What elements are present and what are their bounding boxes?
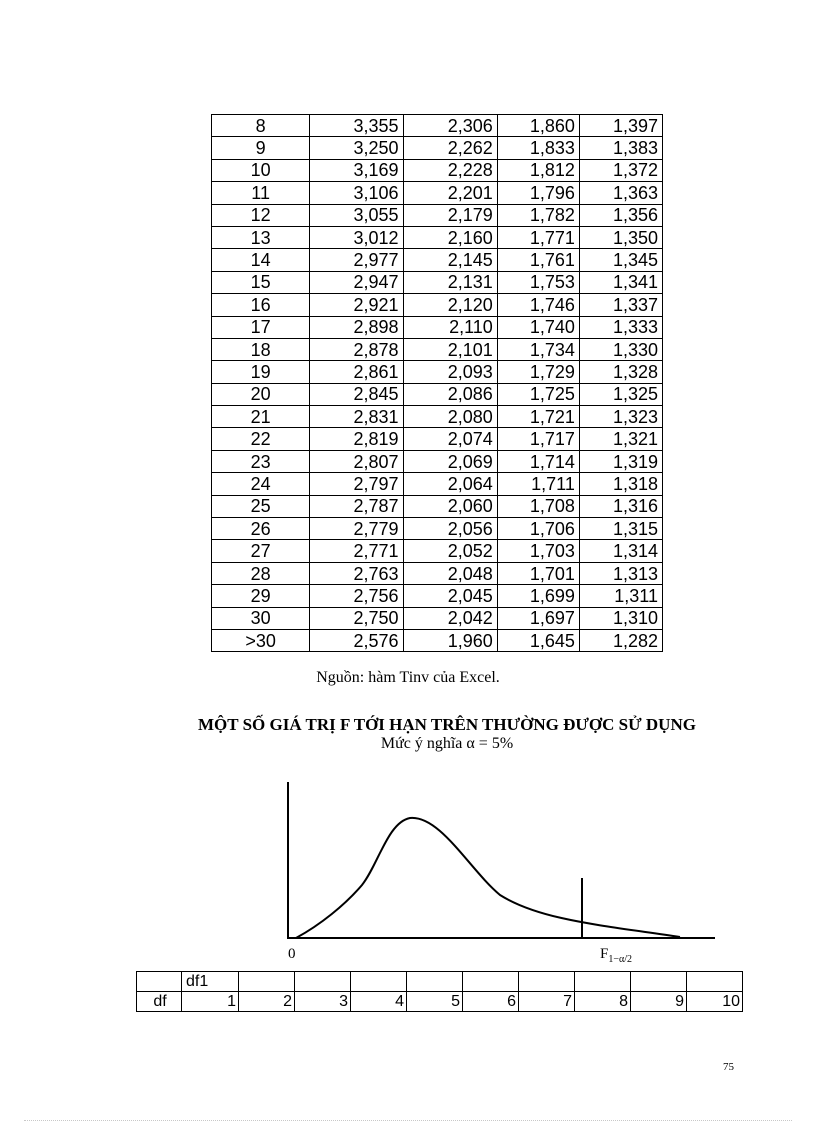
value-cell: 1,697: [497, 607, 579, 629]
df-cell: 21: [212, 406, 310, 428]
value-cell: 2,086: [403, 383, 497, 405]
value-cell: 1,363: [579, 182, 662, 204]
value-cell: 1,812: [497, 159, 579, 181]
df1-value: 3: [295, 992, 351, 1012]
value-cell: 1,356: [579, 204, 662, 226]
value-cell: 3,106: [310, 182, 403, 204]
value-cell: 2,831: [310, 406, 403, 428]
value-cell: 1,383: [579, 137, 662, 159]
value-cell: 2,145: [403, 249, 497, 271]
value-cell: 1,703: [497, 540, 579, 562]
value-cell: 1,782: [497, 204, 579, 226]
df1-value: 8: [575, 992, 631, 1012]
value-cell: 1,771: [497, 226, 579, 248]
value-cell: 2,797: [310, 473, 403, 495]
df-cell: 30: [212, 607, 310, 629]
value-cell: 2,787: [310, 495, 403, 517]
value-cell: 2,131: [403, 271, 497, 293]
value-cell: 2,056: [403, 518, 497, 540]
value-cell: 1,860: [497, 115, 579, 137]
value-cell: 1,282: [579, 629, 662, 651]
df1-value: 2: [239, 992, 295, 1012]
value-cell: 1,645: [497, 629, 579, 651]
df-cell: 27: [212, 540, 310, 562]
value-cell: 2,771: [310, 540, 403, 562]
value-cell: 2,101: [403, 338, 497, 360]
value-cell: 1,328: [579, 361, 662, 383]
value-cell: 1,699: [497, 585, 579, 607]
value-cell: 1,345: [579, 249, 662, 271]
df-cell: 19: [212, 361, 310, 383]
df-cell: 22: [212, 428, 310, 450]
critical-value-label: $F_{1-\alpha/2}$: [600, 946, 633, 965]
value-cell: 1,960: [403, 629, 497, 651]
value-cell: 2,045: [403, 585, 497, 607]
value-cell: 2,179: [403, 204, 497, 226]
df-cell: 9: [212, 137, 310, 159]
df-cell: 13: [212, 226, 310, 248]
value-cell: 1,740: [497, 316, 579, 338]
value-cell: 2,306: [403, 115, 497, 137]
df-cell: 16: [212, 294, 310, 316]
df-cell: 12: [212, 204, 310, 226]
value-cell: 1,734: [497, 338, 579, 360]
value-cell: 1,711: [497, 473, 579, 495]
value-cell: 3,355: [310, 115, 403, 137]
value-cell: 1,333: [579, 316, 662, 338]
value-cell: 2,160: [403, 226, 497, 248]
value-cell: 1,316: [579, 495, 662, 517]
value-cell: 2,201: [403, 182, 497, 204]
origin-label: 0: [288, 946, 296, 962]
df-cell: 11: [212, 182, 310, 204]
df-cell: 28: [212, 562, 310, 584]
f-table-header-row: [137, 972, 743, 992]
df-cell: 26: [212, 518, 310, 540]
df-cell: 24: [212, 473, 310, 495]
value-cell: 2,763: [310, 562, 403, 584]
df-cell: 17: [212, 316, 310, 338]
value-cell: 1,330: [579, 338, 662, 360]
page-number: 75: [723, 1061, 734, 1073]
value-cell: 1,318: [579, 473, 662, 495]
value-cell: 1,341: [579, 271, 662, 293]
df1-value: 4: [351, 992, 407, 1012]
value-cell: 3,012: [310, 226, 403, 248]
df1-value: 7: [519, 992, 575, 1012]
value-cell: 2,064: [403, 473, 497, 495]
value-cell: 2,262: [403, 137, 497, 159]
df-cell: 25: [212, 495, 310, 517]
value-cell: 2,093: [403, 361, 497, 383]
value-cell: 3,055: [310, 204, 403, 226]
value-cell: 3,250: [310, 137, 403, 159]
value-cell: 1,323: [579, 406, 662, 428]
value-cell: 2,042: [403, 607, 497, 629]
df-cell: 29: [212, 585, 310, 607]
df1-label: df1: [182, 972, 239, 992]
density-curve: [296, 818, 680, 938]
value-cell: 1,717: [497, 428, 579, 450]
value-cell: 1,746: [497, 294, 579, 316]
value-cell: 2,898: [310, 316, 403, 338]
value-cell: 2,819: [310, 428, 403, 450]
df1-value: 6: [463, 992, 519, 1012]
df-cell: 14: [212, 249, 310, 271]
value-cell: 1,310: [579, 607, 662, 629]
value-cell: 1,725: [497, 383, 579, 405]
df1-value: 5: [407, 992, 463, 1012]
value-cell: 2,807: [310, 450, 403, 472]
section-subtitle: Mức ý nghĩa α = 5%: [380, 735, 514, 752]
value-cell: 2,756: [310, 585, 403, 607]
value-cell: 1,729: [497, 361, 579, 383]
value-cell: 2,228: [403, 159, 497, 181]
value-cell: 1,314: [579, 540, 662, 562]
df-cell: >30: [212, 629, 310, 651]
df-cell: 18: [212, 338, 310, 360]
df-cell: 15: [212, 271, 310, 293]
f-table-df-row: [137, 992, 743, 1012]
section-title: MỘT SỐ GIÁ TRỊ F TỚI HẠN TRÊN THƯỜNG ĐƯỢC SỬ DỤNG: [198, 715, 696, 734]
value-cell: 1,311: [579, 585, 662, 607]
value-cell: 1,796: [497, 182, 579, 204]
value-cell: 2,576: [310, 629, 403, 651]
value-cell: 1,833: [497, 137, 579, 159]
value-cell: 1,315: [579, 518, 662, 540]
value-cell: 1,313: [579, 562, 662, 584]
value-cell: 2,779: [310, 518, 403, 540]
value-cell: 2,845: [310, 383, 403, 405]
f-critical-values-table: [136, 971, 743, 1012]
value-cell: 1,372: [579, 159, 662, 181]
footer-divider: [24, 1120, 792, 1121]
value-cell: 1,337: [579, 294, 662, 316]
df1-value: 1: [182, 992, 239, 1012]
value-cell: 1,350: [579, 226, 662, 248]
value-cell: 1,714: [497, 450, 579, 472]
value-cell: 2,947: [310, 271, 403, 293]
value-cell: 1,706: [497, 518, 579, 540]
value-cell: 2,861: [310, 361, 403, 383]
value-cell: 1,701: [497, 562, 579, 584]
value-cell: 2,977: [310, 249, 403, 271]
value-cell: 1,721: [497, 406, 579, 428]
value-cell: 2,052: [403, 540, 497, 562]
value-cell: 2,120: [403, 294, 497, 316]
value-cell: 1,325: [579, 383, 662, 405]
df1-value: 10: [687, 992, 743, 1012]
value-cell: 2,921: [310, 294, 403, 316]
value-cell: 2,080: [403, 406, 497, 428]
source-note: Nguồn: hàm Tinv của Excel.: [316, 669, 500, 686]
value-cell: 1,321: [579, 428, 662, 450]
value-cell: 2,074: [403, 428, 497, 450]
value-cell: 1,761: [497, 249, 579, 271]
df-cell: 23: [212, 450, 310, 472]
value-cell: 2,060: [403, 495, 497, 517]
value-cell: 1,753: [497, 271, 579, 293]
value-cell: 3,169: [310, 159, 403, 181]
value-cell: 2,750: [310, 607, 403, 629]
value-cell: 1,708: [497, 495, 579, 517]
value-cell: 2,048: [403, 562, 497, 584]
value-cell: 1,397: [579, 115, 662, 137]
df-cell: 10: [212, 159, 310, 181]
df-label: df: [137, 992, 182, 1012]
value-cell: 2,878: [310, 338, 403, 360]
df-cell: 8: [212, 115, 310, 137]
value-cell: 2,069: [403, 450, 497, 472]
df1-value: 9: [631, 992, 687, 1012]
value-cell: 1,319: [579, 450, 662, 472]
df-cell: 20: [212, 383, 310, 405]
value-cell: 2,110: [403, 316, 497, 338]
